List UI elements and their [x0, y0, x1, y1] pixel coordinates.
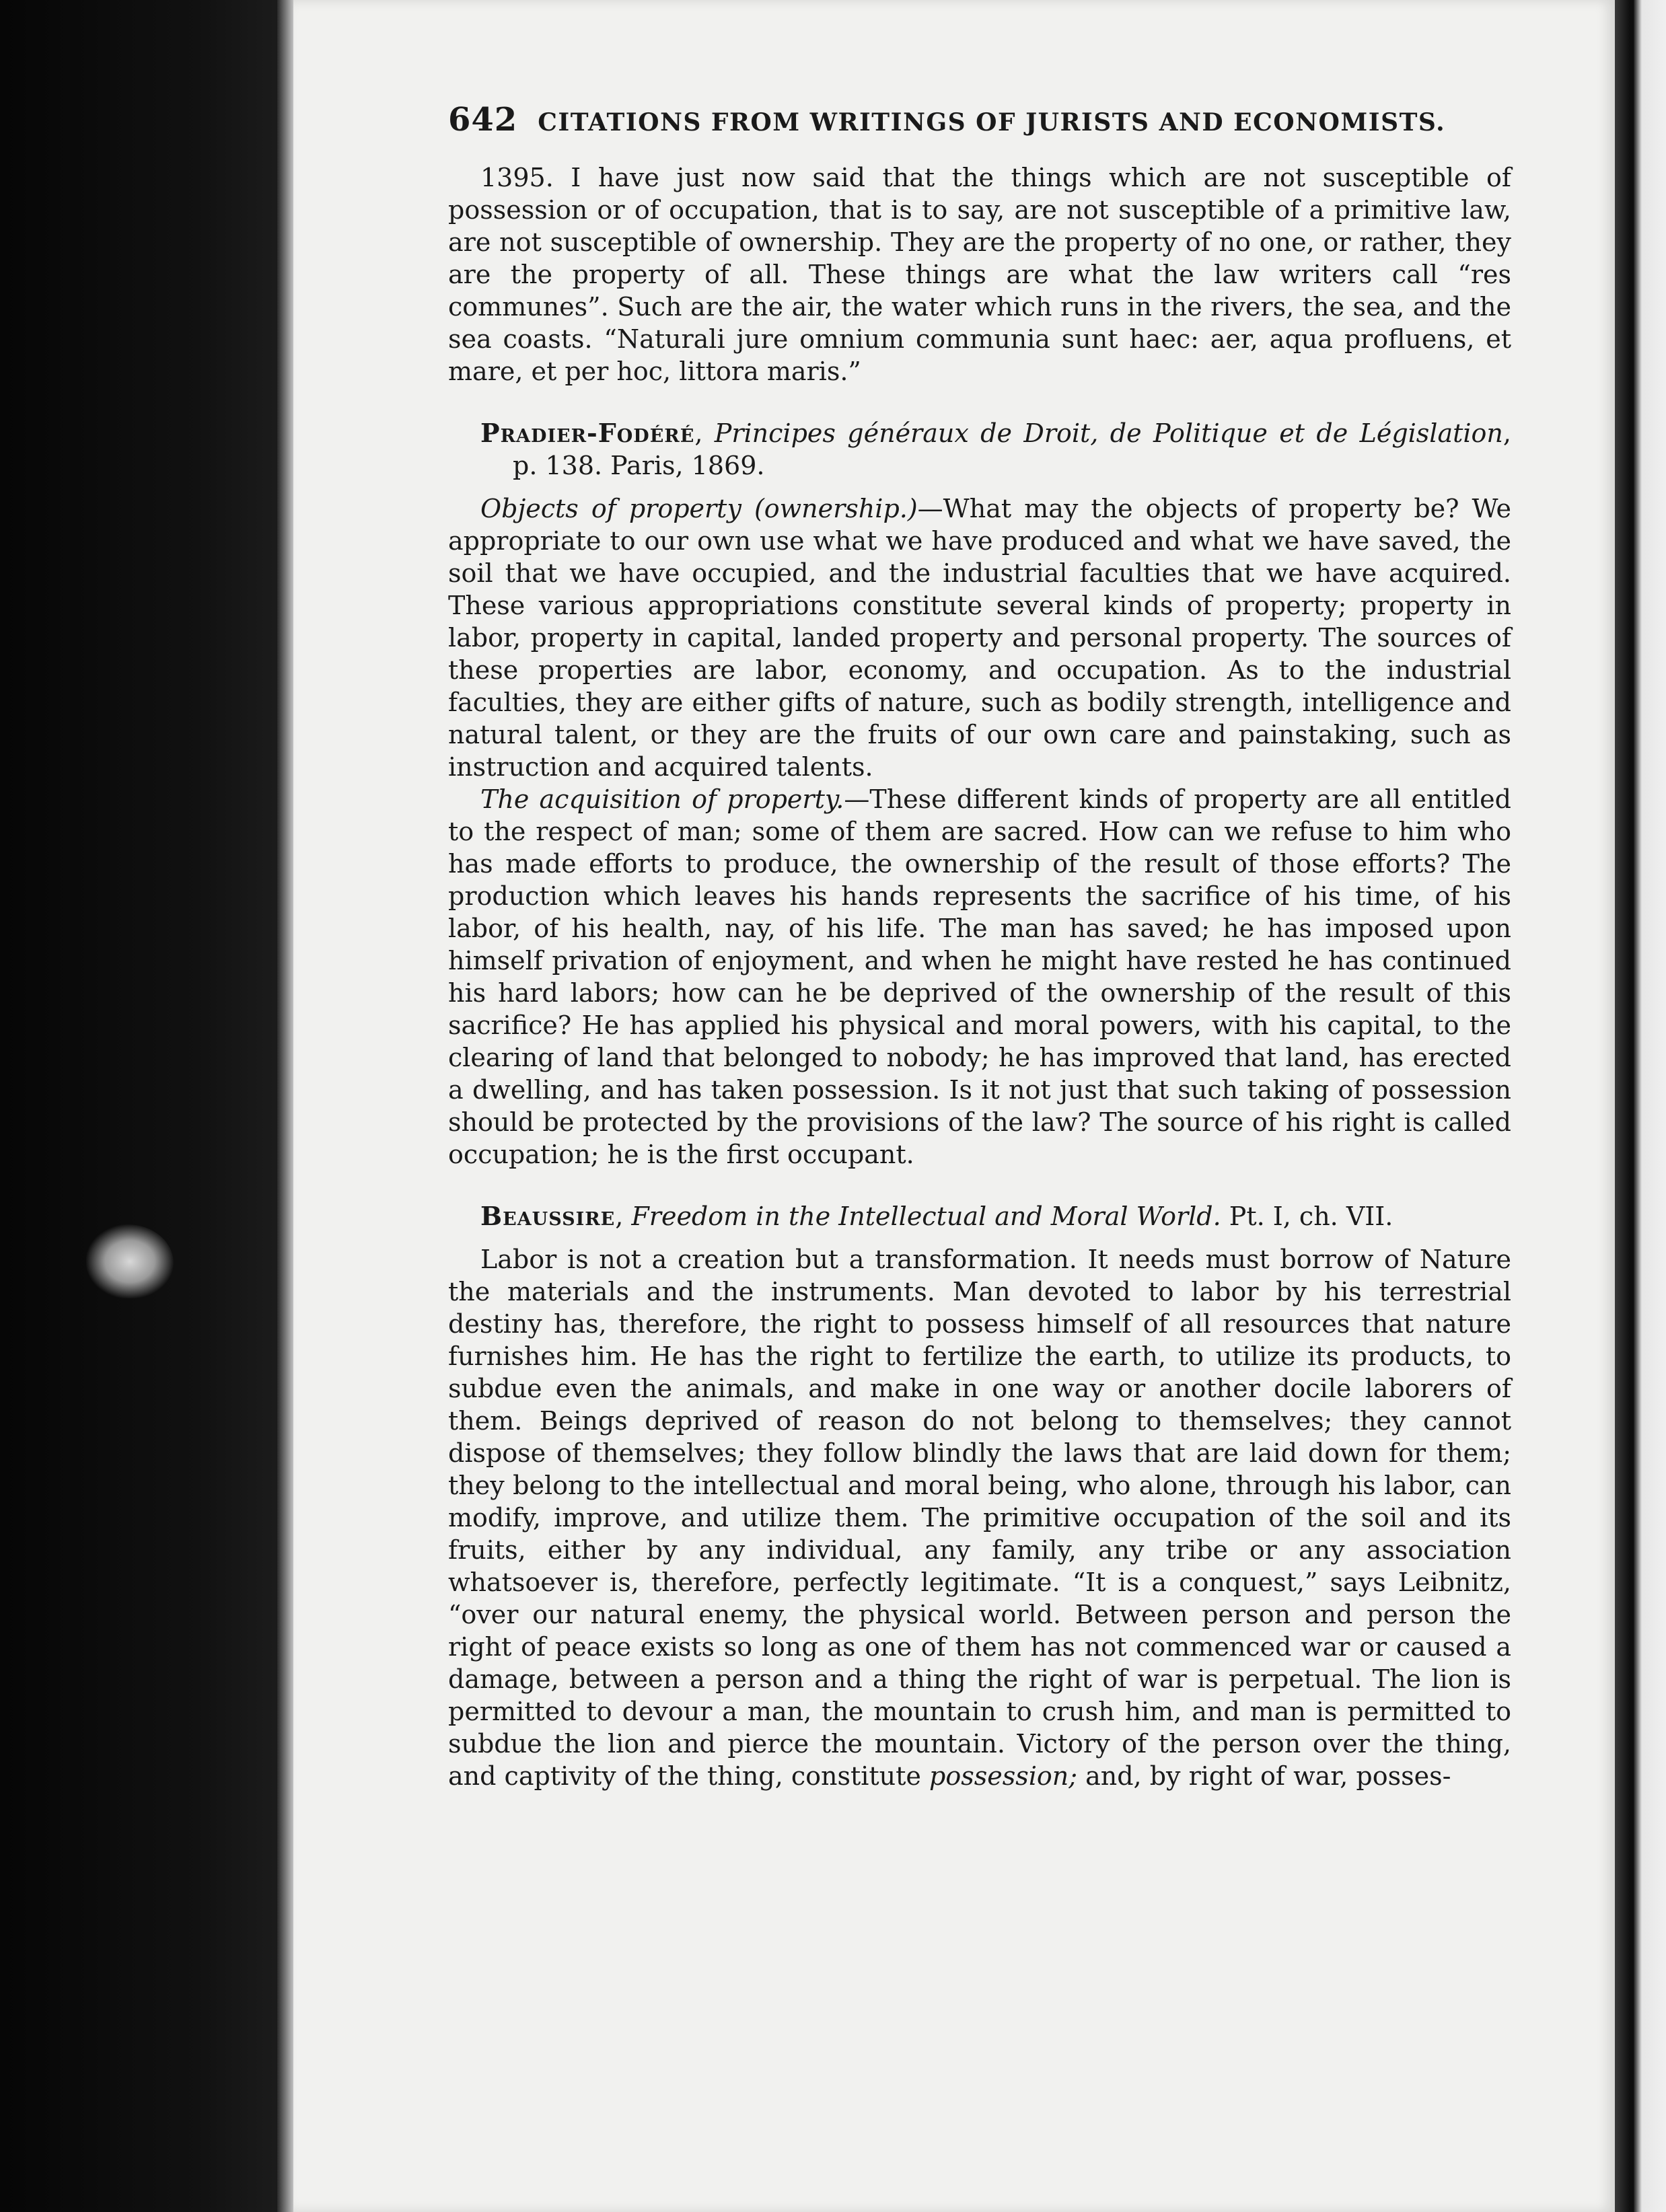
citation-author: Pradier-Fodéré — [480, 418, 695, 448]
citation-heading: Beaussire, Freedom in the Intellectual and Moral World. Pt. I, ch. VII. — [480, 1201, 1393, 1231]
running-head-title: CITATIONS FROM WRITINGS OF JURISTS AND ECONOMISTS. — [538, 108, 1446, 137]
citation-beaussire — [448, 1200, 1511, 1792]
paragraph-emphasis: possession; — [929, 1761, 1078, 1791]
citation-author: Beaussire — [480, 1201, 616, 1231]
running-head — [448, 101, 1511, 139]
citation-details: Pt. I, ch. VII. — [1221, 1202, 1393, 1231]
paragraph-text: Labor is not a creation but a transformation. It needs must borrow of Nature the materials and the instruments. Man devoted to labor by his terrestrial destiny has, therefore, the right to possess himself of all resources that nature furnishes him. He has the right to fertilize the earth, to utilize its products, to subdue even the animals, and make in one way or another docile laborers of them. Beings deprived of reason do not belong to themselves; they cannot dispose of themselves; they follow blindly the laws that are laid down for them; they belong to the intellectual and moral being, who alone, through his labor, can modify, improve, and utilize them. The primitive occupation of the soil and its fruits, either by any individual, any family, any tribe or any association whatsoever is, therefore, perfectly legitimate. “It is a conquest,” says Leibnitz, “over our natural enemy, the physical world. Between person and person the right of peace exists so long as one of them has not commenced war or caused a damage, between a person and a thing the right of war is perpetual. The lion is permitted to devour a man, the mountain to crush him, and man is permitted to subdue the lion and pierce the mountain. Victory of the person over the thing, and captivity of the thing, constitute — [448, 1245, 1511, 1791]
paragraph-text: —What may the objects of property be? We appropriate to our own use what we have produced and what we have saved, the soil that we have occupied, and the industrial faculties that we have acquired. These various appropriations constitute several kinds of property; property in labor, property in capital, landed property and personal property. The sources of these properties are labor, economy, and occupation. As to the industrial faculties, they are either gifts of nature, such as bodily strength, intelligence and natural talent, or they are the fruits of our own care and painstaking, such as instruction and acquired talents. — [448, 494, 1511, 782]
paragraph-acquisition-of-property — [448, 783, 1511, 1171]
paragraph-labor-transformation — [448, 1243, 1511, 1792]
citation-details: , p. 138. Paris, 1869. — [513, 418, 1511, 480]
page-binding-edge — [277, 0, 295, 2212]
dark-scan-margin-left — [0, 0, 283, 2212]
citation-work-title: Freedom in the Intellectual and Moral World. — [631, 1202, 1221, 1231]
paragraph-lead-italic: Objects of property (ownership.) — [480, 494, 918, 523]
citation-pradier-fodere — [448, 417, 1511, 1171]
book-page — [293, 0, 1615, 2212]
citation-work-title: Principes généraux de Droit, de Politique et de Législation — [714, 418, 1503, 448]
page-content — [448, 101, 1511, 1792]
scan-dust-speck — [86, 1224, 174, 1298]
paragraph-objects-of-property — [448, 492, 1511, 783]
citation-heading: Pradier-Fodéré, Principes généraux de Droit, de Politique et de Législation, p. 138. Paris, 1869. — [480, 418, 1511, 480]
paragraph-text-end: and, by right of war, posses- — [1077, 1761, 1451, 1791]
paragraph-text: —These different kinds of property are all entitled to the respect of man; some of them are sacred. How can we refuse to him who has made efforts to produce, the ownership of the result of those efforts? The production which leaves his hands represents the sacrifice of his time, of his labor, of his health, nay, of his life. The man has saved; he has imposed upon himself privation of enjoyment, and when he might have rested he has continued his hard labors; how can he be deprived of the ownership of the result of this sacrifice? He has applied his physical and moral powers, with his capital, to the clearing of land that belonged to nobody; he has improved that land, has erected a dwelling, and has taken possession. Is it not just that such taking of possession should be protected by the provisions of the law? The source of his right is called occupation; he is the first occupant. — [448, 784, 1511, 1169]
paragraph-1395: 1395. I have just now said that the things which are not susceptible of possession or of occupation, that is to say, are not susceptible of a primitive law, are not susceptible of ownership. They are the property of no one, or rather, they are the property of all. These things are what the law writers call “res communes”. Such are the air, the water which runs in the rivers, the sea, and the sea coasts. “Naturali jure omnium communia sunt haec: aer, aqua profluens, et mare, et per hoc, littora maris.” — [448, 163, 1511, 386]
facing-page-edge — [1634, 0, 1666, 2212]
page-number: 642 — [448, 101, 518, 139]
paragraph-lead-italic: The acquisition of property. — [480, 784, 844, 814]
